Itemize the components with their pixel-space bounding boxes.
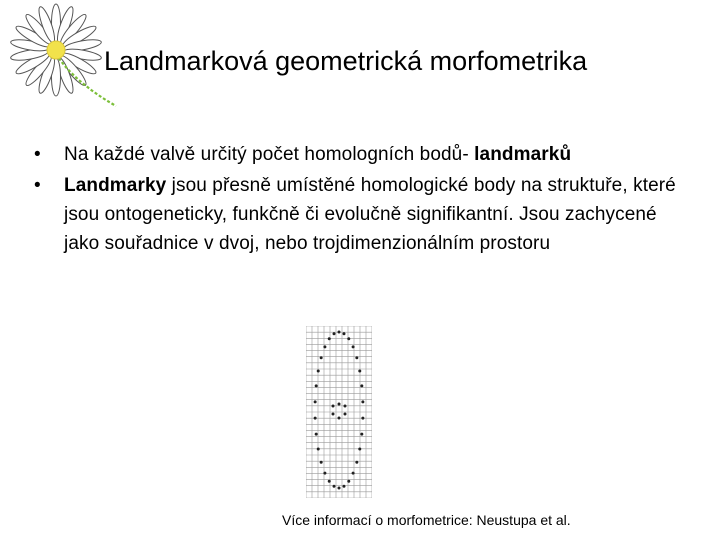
landmark-point <box>332 413 335 416</box>
bullet-list <box>34 140 684 258</box>
landmark-point <box>355 461 358 464</box>
landmark-point <box>344 405 347 408</box>
bullet-dot-icon: • <box>34 144 41 165</box>
bullet-text: jsou přesně umístěné homologické body na struktuře, které jsou ontogeneticky, funkčně či evolučně signifikantní. Jsou zachycené jako souřadnice v dvoj, nebo trojdimenzionálním prostoru <box>64 175 676 254</box>
landmark-point <box>323 345 326 348</box>
landmark-point <box>333 332 336 335</box>
landmark-point <box>358 448 361 451</box>
landmark-point <box>352 472 355 475</box>
landmark-point <box>338 487 341 490</box>
landmark-point <box>323 472 326 475</box>
landmark-point <box>338 417 341 420</box>
landmark-point <box>328 337 331 340</box>
bullet-bold-text: Landmarky <box>64 175 167 196</box>
landmark-point <box>320 461 323 464</box>
slide-title: Landmarková geometrická morfometrika <box>104 46 588 76</box>
landmark-point <box>333 485 336 488</box>
bullet-text: Na každé valvě určitý počet homologních bodů- <box>64 144 475 165</box>
landmark-point <box>347 480 350 483</box>
landmark-point <box>314 400 317 403</box>
landmark-point <box>358 370 361 373</box>
landmark-point <box>314 417 317 420</box>
landmark-point <box>344 413 347 416</box>
landmark-point <box>315 384 318 387</box>
landmark-point <box>361 417 364 420</box>
landmark-point <box>355 356 358 359</box>
bullet-bold-text: landmarků <box>474 144 572 165</box>
landmark-grid-figure <box>306 326 372 498</box>
landmark-point <box>317 370 320 373</box>
landmark-point <box>338 403 341 406</box>
landmark-point <box>320 356 323 359</box>
landmark-point <box>347 337 350 340</box>
landmark-point <box>342 485 345 488</box>
landmark-point <box>360 433 363 436</box>
bullet-item <box>34 171 684 258</box>
landmark-point <box>361 400 364 403</box>
landmark-point <box>352 345 355 348</box>
landmark-point <box>342 332 345 335</box>
landmark-point <box>328 480 331 483</box>
landmark-point <box>315 433 318 436</box>
bullet-item <box>34 140 684 169</box>
landmark-point <box>360 384 363 387</box>
landmark-point <box>338 331 341 334</box>
bullet-dot-icon: • <box>34 175 41 196</box>
landmark-point <box>332 405 335 408</box>
landmark-point <box>317 448 320 451</box>
figure-caption: Více informací o morfometrice: Neustupa et al. <box>282 512 571 528</box>
